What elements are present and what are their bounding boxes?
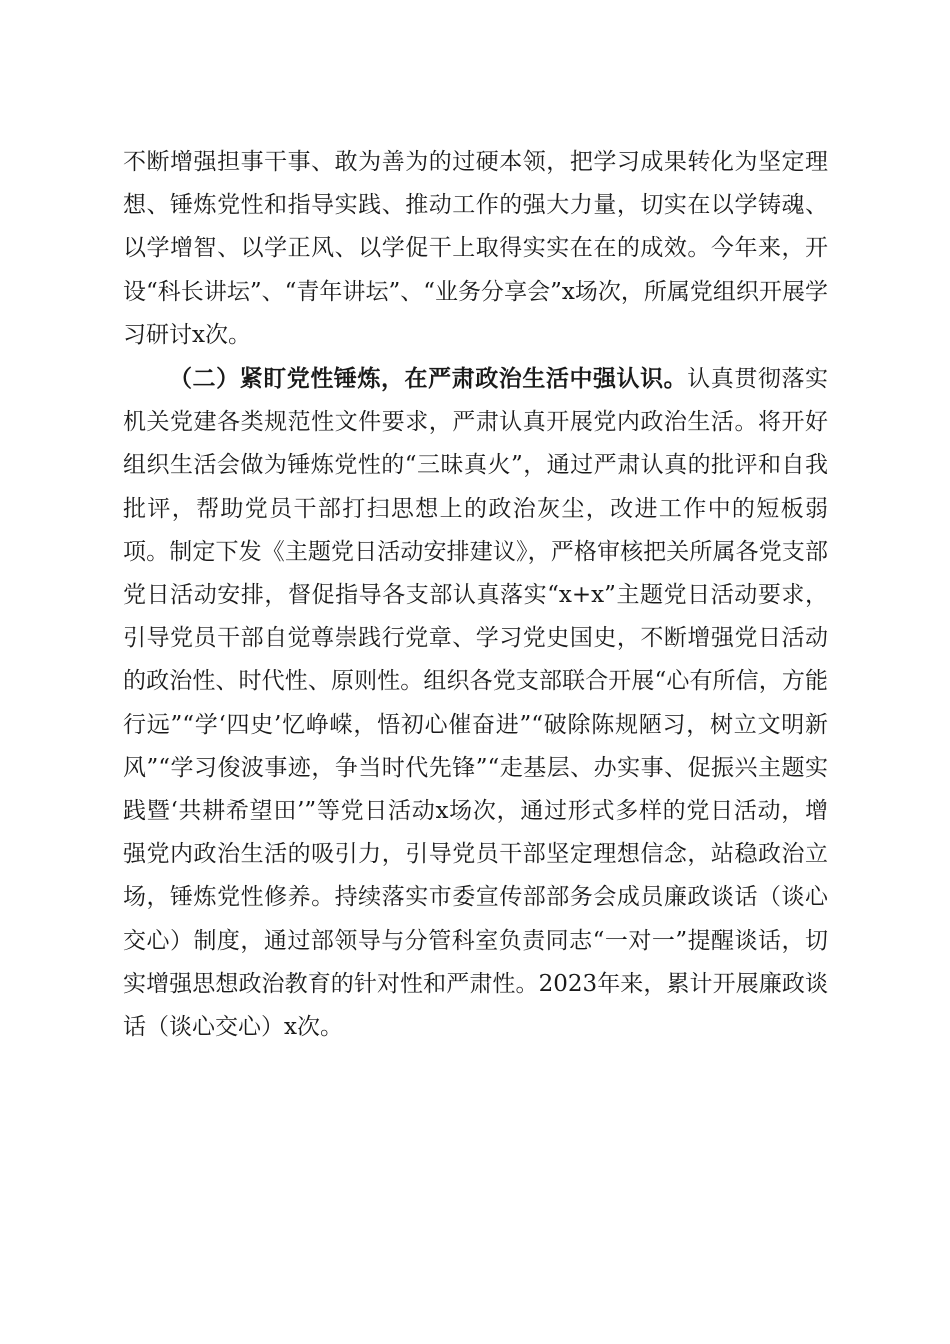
document-page (123, 141, 828, 1049)
paragraph-2 (123, 357, 828, 1049)
paragraph-2-body: 认真贯彻落实机关党建各类规范性文件要求，严肃认真开展党内政治生活。将开好组织生活会做为锤炼党性的“三昧真火”，通过严肃认真的批评和自我批评，帮助党员干部打扫思想上的政治灰尘，改进工作中的短板弱项。制定下发《主题党日活动安排建议》，严格审核把关所属各党支部党日活动安排，督促指导各支部认真落实“x+x”主题党日活动要求，引导党员干部自觉尊崇践行党章、学习党史国史，不断增强党日活动的政治性、时代性、原则性。组织各党支部联合开展“心有所信，方能行远”“学‘四史’忆峥嵘，悟初心催奋进”“破除陈规陋习，树立文明新风”“学习俊波事迹，争当时代先锋”“走基层、办实事、促振兴主题实践暨‘共耕希望田’”等党日活动x场次，通过形式多样的党日活动，增强党内政治生活的吸引力，引导党员干部坚定理想信念，站稳政治立场，锤炼党性修养。持续落实市委宣传部部务会成员廉政谈话（谈心交心）制度，通过部领导与分管科室负责同志“一对一”提醒谈话，切实增强思想政治教育的针对性和严肃性。2023年来，累计开展廉政谈话（谈心交心）x次。 (123, 366, 829, 1041)
paragraph-1: 不断增强担事干事、敢为善为的过硬本领，把学习成果转化为坚定理想、锤炼党性和指导实践、推动工作的强大力量，切实在以学铸魂、以学增智、以学正风、以学促干上取得实实在在的成效。今年来，开设“科长讲坛”、“青年讲坛”、“业务分享会”x场次，所属党组织开展学习研讨x次。 (123, 149, 828, 348)
section-heading: （二）紧盯党性锤炼，在严肃政治生活中强认识。 (169, 365, 688, 393)
